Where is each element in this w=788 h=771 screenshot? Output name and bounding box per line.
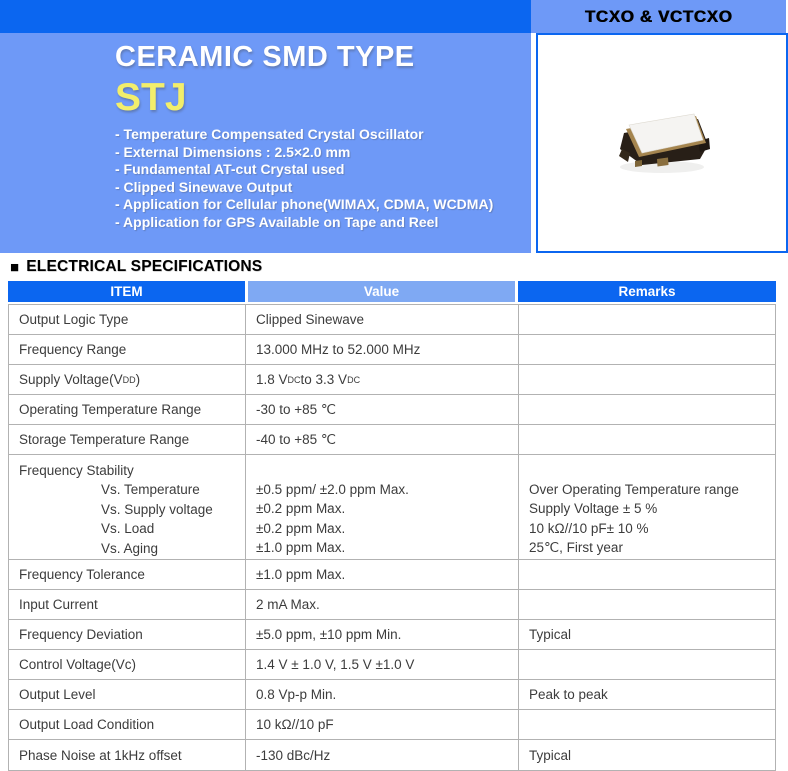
spec-item: Phase Noise at 1kHz offset	[9, 740, 246, 770]
spec-remarks: Typical	[529, 747, 572, 763]
smd-package-photo	[602, 103, 722, 183]
spec-item: Frequency Range	[9, 335, 246, 364]
spec-remarks	[519, 590, 775, 619]
spec-remarks	[519, 365, 775, 394]
table-row	[9, 335, 775, 365]
spec-item: Frequency Deviation	[9, 620, 246, 649]
spec-remarks	[519, 455, 775, 559]
table-row	[9, 740, 775, 770]
header-remarks: Remarks	[518, 281, 776, 302]
table-row	[9, 560, 775, 590]
spec-item: Control Voltage(Vc)	[9, 650, 246, 679]
spec-value	[246, 455, 519, 559]
spec-item: Frequency Tolerance	[9, 560, 246, 589]
spec-remarks	[519, 425, 775, 454]
table-row	[9, 395, 775, 425]
spec-remarks	[519, 305, 775, 334]
spec-item	[9, 455, 246, 559]
top-accent-bar	[0, 0, 531, 33]
feature-item: - Application for Cellular phone(WIMAX, CDMA, WCDMA)	[115, 196, 494, 212]
stability-sub-value: ±1.0 ppm Max.	[256, 540, 346, 556]
table-row	[9, 425, 775, 455]
product-family-label: TCXO & VCTCXO	[584, 6, 733, 26]
stability-sub-item: Vs. Aging	[101, 540, 159, 556]
spec-value: 2 mA Max.	[246, 590, 519, 619]
stability-title: Frequency Stability	[19, 463, 134, 478]
stability-sub-remarks: 10 kΩ//10 pF± 10 %	[529, 520, 649, 536]
spec-remarks	[519, 710, 775, 739]
spec-value: 0.8 Vp-p Min.	[246, 680, 519, 709]
table-body	[8, 304, 776, 771]
table-row	[9, 365, 775, 395]
table-row	[9, 710, 775, 740]
stability-sub-item: Vs. Load	[101, 521, 155, 537]
feature-list	[115, 126, 531, 231]
spec-item: Storage Temperature Range	[9, 425, 246, 454]
spec-value: ±1.0 ppm Max.	[246, 560, 519, 589]
spec-remarks: Peak to peak	[529, 687, 608, 702]
stability-sub-item: Vs. Temperature	[101, 482, 200, 498]
table-row	[9, 305, 775, 335]
spec-remarks	[519, 560, 775, 589]
spec-value: -130 dBc/Hz	[246, 740, 519, 770]
page-title: CERAMIC SMD TYPE	[115, 41, 415, 73]
spec-value: -40 to +85 ℃	[246, 425, 519, 454]
feature-item: - Clipped Sinewave Output	[115, 178, 293, 195]
spec-value: 10 kΩ//10 pF	[246, 710, 519, 739]
stability-sub-value: ±0.2 ppm Max.	[256, 520, 346, 536]
stability-sub-value: ±0.2 ppm Max.	[256, 501, 346, 517]
model-name: STJ	[115, 76, 187, 119]
product-photo-frame	[536, 33, 788, 253]
spec-item: Output Load Condition	[9, 710, 246, 739]
section-title: ELECTRICAL SPECIFICATIONS	[26, 258, 263, 275]
table-row	[9, 680, 775, 710]
feature-item: - External Dimensions : 2.5×2.0 mm	[115, 143, 351, 160]
header-item: ITEM	[8, 281, 245, 302]
spec-remarks	[519, 335, 775, 364]
table-row	[9, 590, 775, 620]
stability-sub-remarks: Supply Voltage ± 5 %	[529, 501, 658, 517]
stability-sub-item: Vs. Supply voltage	[101, 501, 213, 517]
feature-item: - Temperature Compensated Crystal Oscillator	[115, 126, 424, 142]
spec-item: Output Logic Type	[9, 305, 246, 334]
spec-value: 1.8 V DC to 3.3 V DC	[246, 365, 519, 394]
spec-item: Operating Temperature Range	[9, 395, 246, 424]
feature-item: - Fundamental AT-cut Crystal used	[115, 161, 345, 177]
table-row-frequency-stability	[9, 455, 775, 560]
stability-sub-value: ±0.5 ppm/ ±2.0 ppm Max.	[256, 482, 409, 497]
header-value: Value	[248, 281, 515, 302]
spec-value: Clipped Sinewave	[246, 305, 519, 334]
table-header-row	[8, 281, 776, 302]
spec-item: Output Level	[9, 680, 246, 709]
spec-value: 13.000 MHz to 52.000 MHz	[246, 335, 519, 364]
spec-value: 1.4 V ± 1.0 V, 1.5 V ±1.0 V	[246, 650, 519, 679]
electrical-specifications-table	[8, 281, 776, 771]
spec-item: Input Current	[9, 590, 246, 619]
hero-panel	[0, 33, 531, 253]
spec-value: -30 to +85 ℃	[246, 395, 519, 424]
spec-item: Supply Voltage(V DD )	[9, 365, 246, 394]
spec-remarks	[519, 395, 775, 424]
table-row	[9, 620, 775, 650]
stability-sub-remarks: 25℃, First year	[529, 540, 623, 556]
feature-item: - Application for GPS Available on Tape and Reel	[115, 213, 439, 230]
spec-remarks	[519, 650, 775, 679]
stability-sub-remarks: Over Operating Temperature range	[529, 482, 739, 497]
spec-remarks: Typical	[529, 627, 572, 642]
section-heading	[10, 257, 262, 277]
table-row	[9, 650, 775, 680]
section-marker-icon: ■	[10, 258, 20, 276]
product-family-banner	[531, 0, 786, 33]
spec-value: ±5.0 ppm, ±10 ppm Min.	[246, 620, 519, 649]
